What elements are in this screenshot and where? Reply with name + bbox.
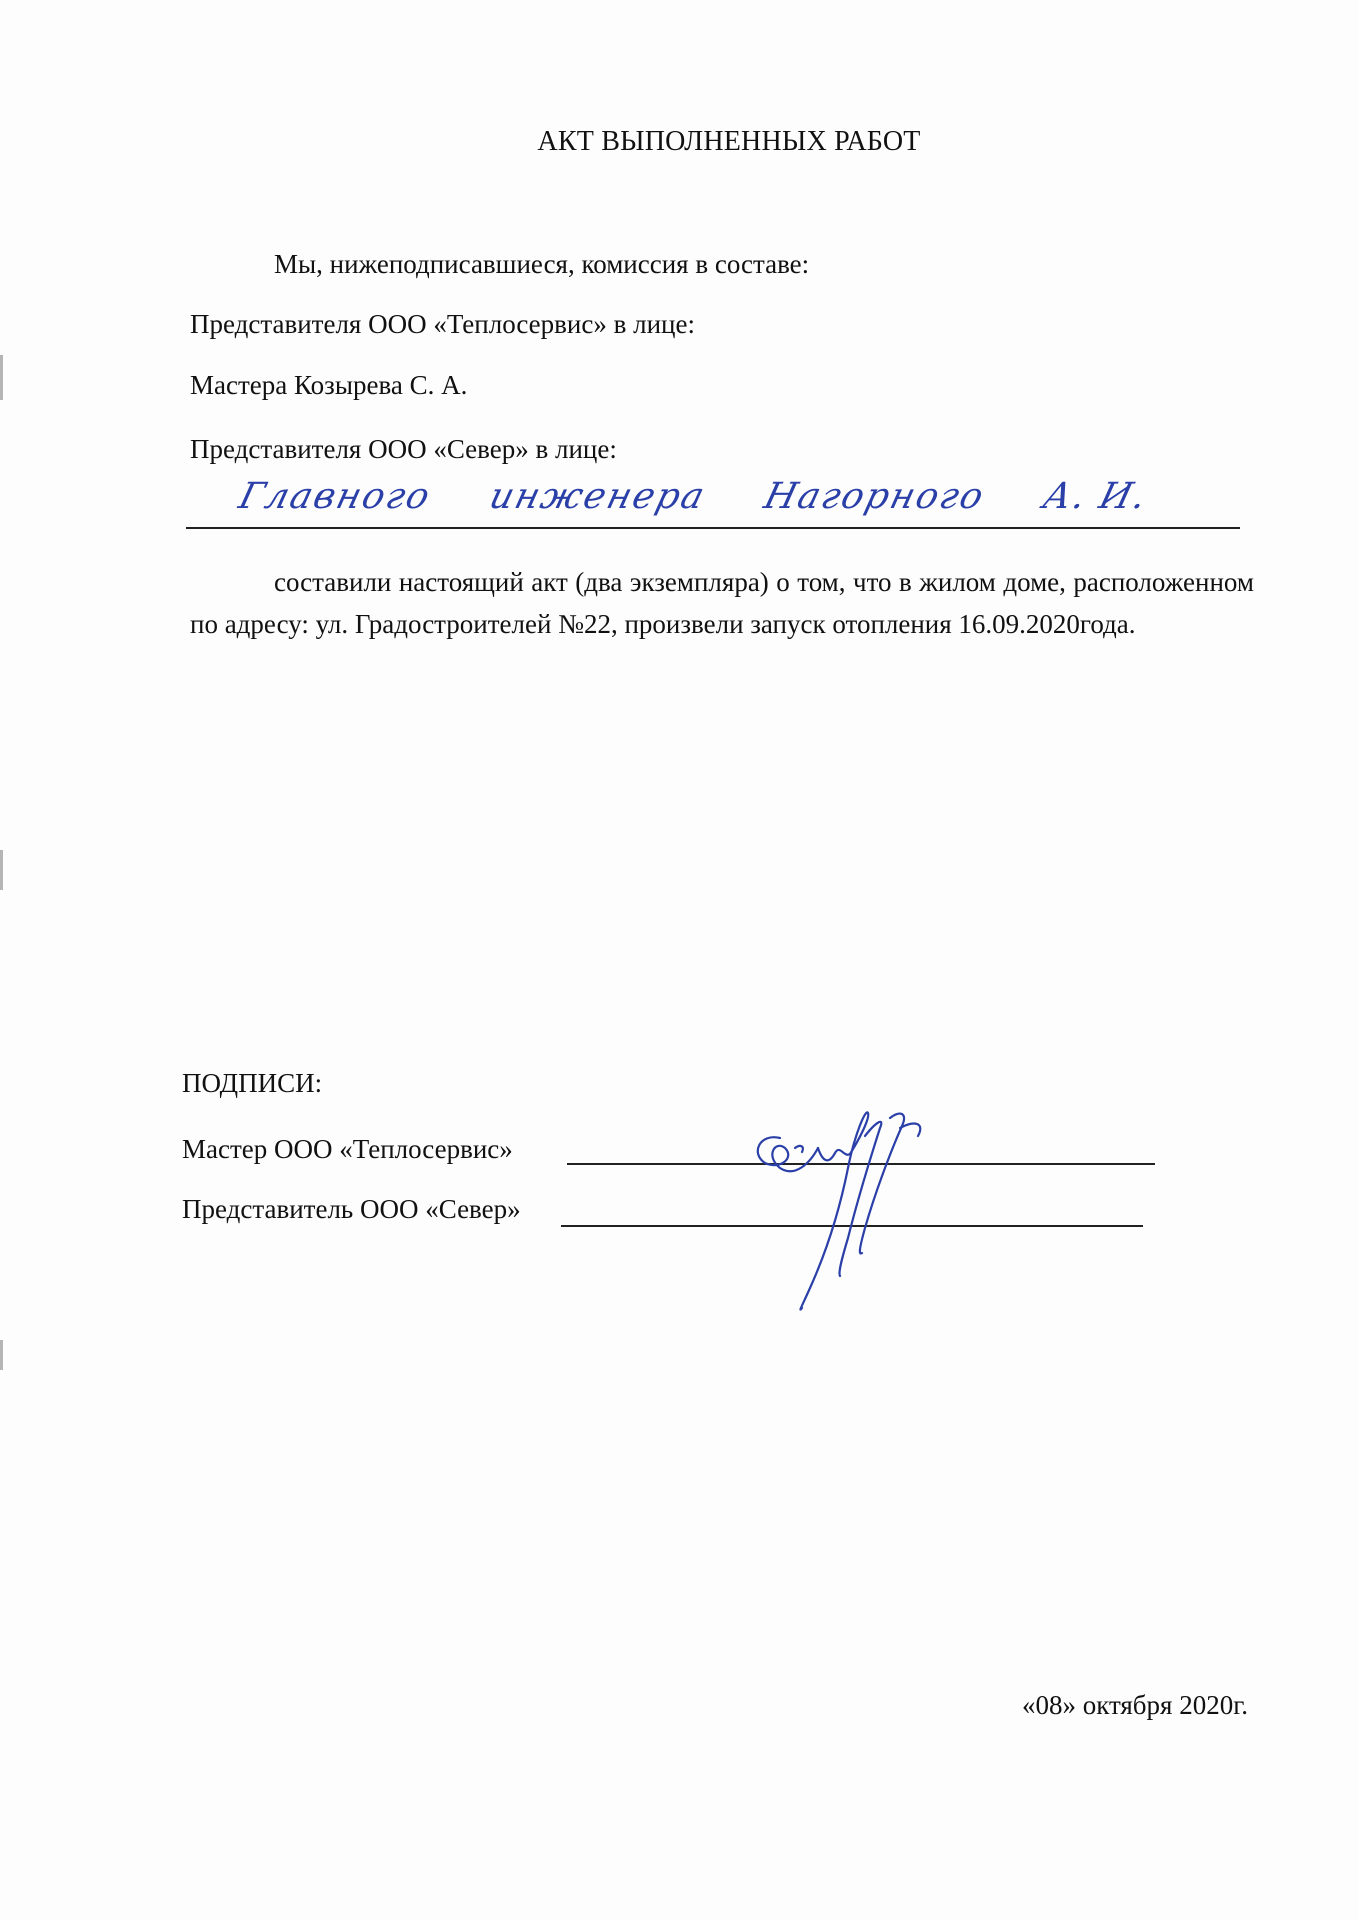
- document-title: АКТ ВЫПОЛНЕННЫХ РАБОТ: [537, 126, 921, 157]
- master-name: Мастера Козырева С. А.: [190, 370, 468, 400]
- representative-teploservis-label: Представителя ООО «Теплосервис» в лице:: [190, 309, 695, 339]
- scan-artifact: [0, 850, 3, 890]
- handwritten-signature: [740, 1108, 970, 1318]
- handwritten-word: А. И.: [1039, 476, 1153, 517]
- representative-underline: [186, 527, 1240, 529]
- intro-line: Мы, нижеподписавшиеся, комиссия в составе:: [274, 249, 810, 279]
- scan-artifact: [0, 355, 3, 400]
- representative-sever-label: Представителя ООО «Север» в лице:: [190, 434, 617, 464]
- handwritten-word: инженера: [485, 476, 711, 517]
- document-date: «08» октября 2020г.: [1021, 1690, 1248, 1720]
- scan-artifact: [0, 1340, 3, 1370]
- handwritten-representative-name: [235, 476, 1212, 517]
- handwritten-word: Нагорного: [759, 476, 990, 517]
- act-body-paragraph: составили настоящий акт (два экземпляра) о том, что в жилом доме, расположенном по адресу: ул. Градостроителей №22, произвели запуск отопления 16.09.2020года.: [190, 567, 1254, 639]
- sign-representative-label: Представитель ООО «Север»: [182, 1194, 521, 1224]
- sign-master-label: Мастер ООО «Теплосервис»: [182, 1134, 513, 1164]
- handwritten-word: Главного: [234, 476, 436, 517]
- signatures-heading: ПОДПИСИ:: [182, 1068, 323, 1098]
